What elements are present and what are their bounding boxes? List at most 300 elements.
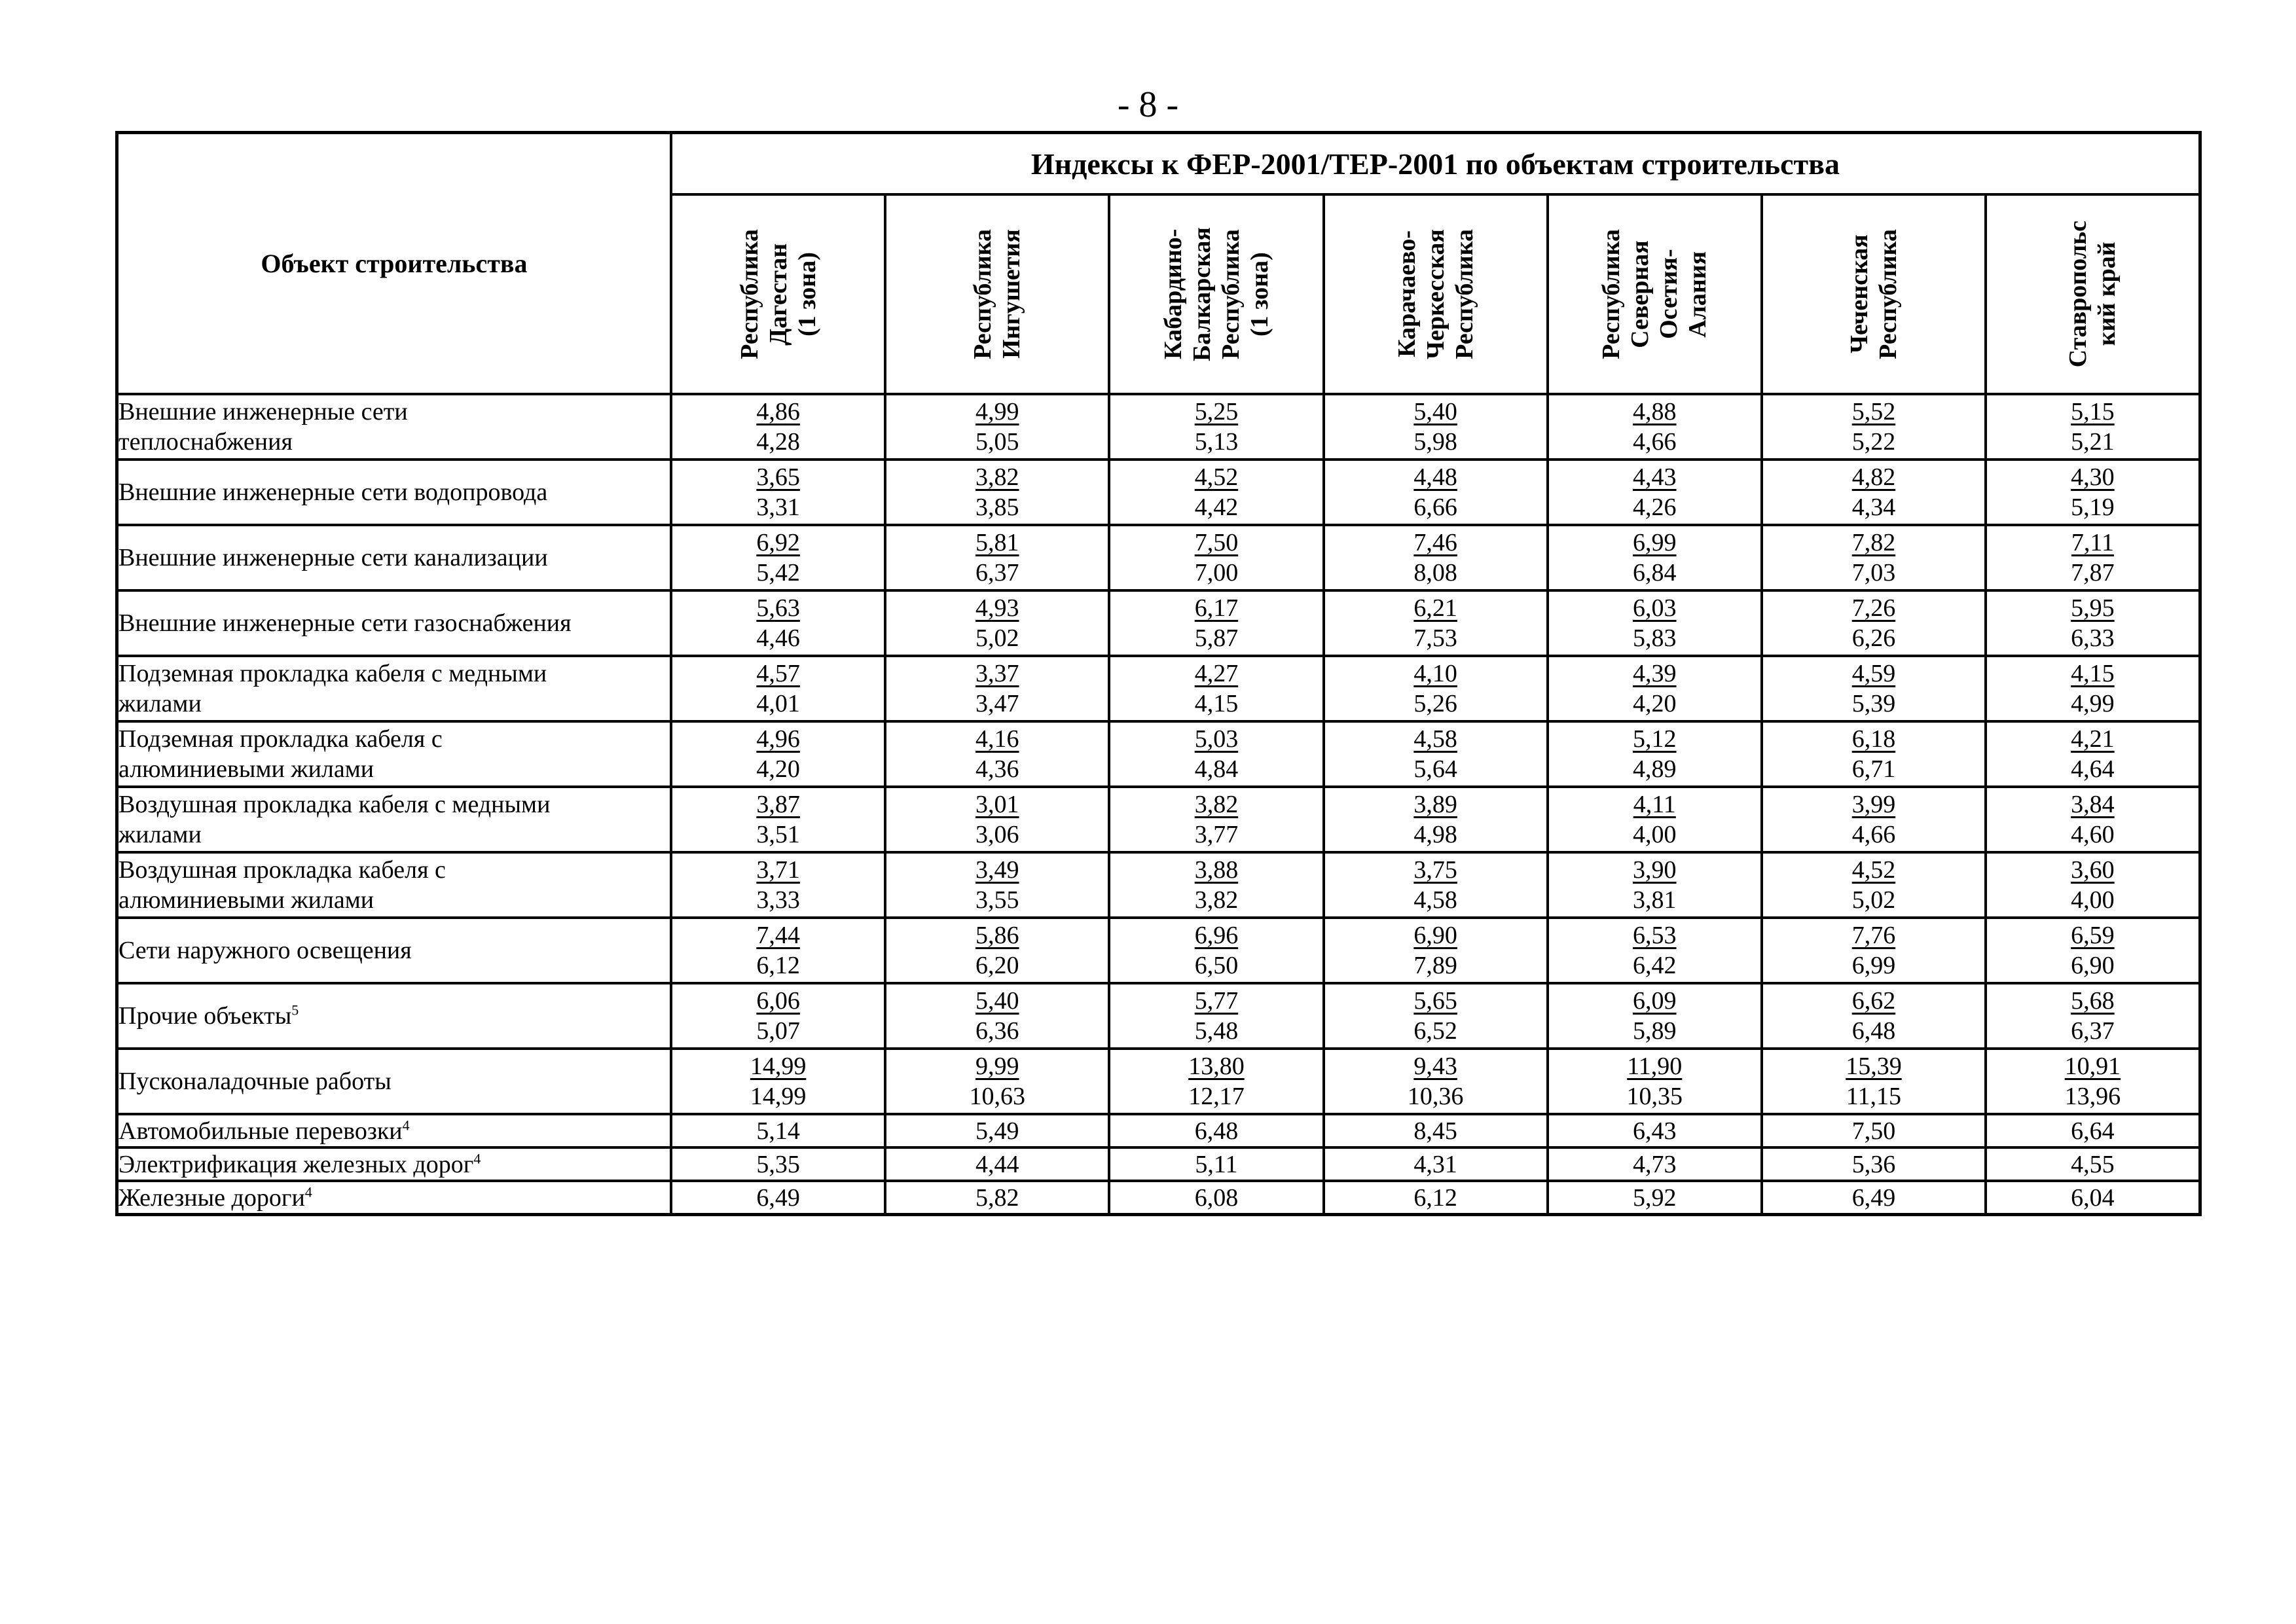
index-value-top: 7,44 — [756, 922, 800, 949]
index-cell: 5,49 — [885, 1114, 1109, 1147]
index-value-top: 6,90 — [1413, 922, 1457, 949]
index-value-top: 7,26 — [1851, 594, 1896, 622]
index-cell: 5,11 — [1109, 1147, 1324, 1181]
index-cell — [1324, 983, 1548, 1049]
footnote-ref: 4 — [473, 1149, 481, 1166]
index-cell: 6,64 — [1986, 1114, 2200, 1147]
index-value-top: 4,11 — [1633, 791, 1676, 818]
index-value-bottom: 6,71 — [1851, 755, 1896, 783]
index-cell — [1548, 656, 1762, 721]
footnote-ref: 4 — [304, 1183, 312, 1200]
index-value-top: 4,10 — [1413, 660, 1457, 687]
object-name — [117, 918, 671, 983]
index-value-top: 6,99 — [1633, 529, 1677, 556]
index-cell — [1324, 1049, 1548, 1114]
index-value-top: 4,48 — [1413, 463, 1457, 491]
index-value-top: 4,21 — [2071, 725, 2115, 753]
region-header-label: Ставропольс кий край — [2064, 221, 2121, 368]
index-value-bottom: 5,05 — [975, 428, 1019, 456]
index-value-bottom: 4,34 — [1851, 494, 1896, 521]
index-value-top: 3,71 — [756, 856, 800, 884]
index-cell — [671, 983, 886, 1049]
index-value-bottom: 4,60 — [2071, 821, 2115, 848]
index-cell — [1762, 460, 1986, 525]
index-value-bottom: 11,15 — [1846, 1083, 1901, 1110]
index-value-top: 5,77 — [1194, 987, 1239, 1015]
index-value-top: 4,52 — [1194, 463, 1239, 491]
index-value-bottom: 5,13 — [1194, 428, 1239, 456]
index-cell — [885, 1049, 1109, 1114]
index-value-bottom: 5,02 — [1851, 886, 1896, 914]
index-cell — [1109, 394, 1324, 460]
index-cell — [1109, 460, 1324, 525]
index-value-top: 3,90 — [1633, 856, 1677, 884]
index-value-bottom: 4,66 — [1633, 428, 1677, 456]
index-value-bottom: 3,82 — [1194, 886, 1239, 914]
index-value-bottom: 3,51 — [756, 821, 800, 848]
index-value-top: 5,40 — [975, 987, 1019, 1015]
index-value-top: 6,21 — [1413, 594, 1457, 622]
index-value-bottom: 5,64 — [1413, 755, 1457, 783]
index-value-bottom: 6,84 — [1633, 559, 1677, 586]
index-value-bottom: 5,87 — [1194, 624, 1239, 652]
object-name-text: Железные дороги — [118, 1183, 305, 1212]
index-cell — [1762, 983, 1986, 1049]
index-value-top: 3,84 — [2071, 791, 2115, 818]
index-value-top: 4,82 — [1851, 463, 1896, 491]
object-name-text: Воздушная прокладка кабеля с алюминиевыми жилами — [118, 856, 446, 914]
index-value-top: 4,57 — [756, 660, 800, 687]
index-value-top: 3,37 — [975, 660, 1019, 687]
index-cell — [1548, 852, 1762, 918]
index-cell — [1109, 983, 1324, 1049]
index-cell — [671, 656, 886, 721]
region-header — [885, 194, 1109, 394]
index-value-bottom: 4,15 — [1194, 690, 1239, 717]
index-cell — [885, 852, 1109, 918]
index-cell — [1324, 590, 1548, 656]
object-name-text: Автомобильные перевозки — [118, 1117, 403, 1145]
index-cell — [1986, 787, 2200, 852]
object-name-text: Подземная прокладка кабеля с медными жилами — [118, 660, 547, 717]
index-cell: 6,48 — [1109, 1114, 1324, 1147]
index-cell: 5,82 — [885, 1181, 1109, 1215]
index-value-bottom: 6,37 — [975, 559, 1019, 586]
index-value-top: 3,01 — [975, 791, 1019, 818]
index-value-bottom: 7,03 — [1851, 559, 1896, 586]
index-value-bottom: 3,47 — [975, 690, 1019, 717]
index-cell: 8,45 — [1324, 1114, 1548, 1147]
index-value-top: 4,99 — [975, 398, 1019, 425]
index-cell — [1762, 656, 1986, 721]
index-value-top: 9,99 — [975, 1053, 1019, 1080]
index-value-top: 7,50 — [1194, 529, 1239, 556]
index-cell: 6,04 — [1986, 1181, 2200, 1215]
index-value-bottom: 13,96 — [2064, 1083, 2121, 1110]
region-header-label: Республика Дагестан (1 зона) — [735, 229, 821, 359]
index-cell — [1109, 1049, 1324, 1114]
index-value-bottom: 5,42 — [756, 559, 800, 586]
index-value-bottom: 6,66 — [1413, 494, 1457, 521]
index-value-top: 3,82 — [1194, 791, 1239, 818]
object-name-text: Внешние инженерные сети канализации — [118, 544, 548, 571]
index-value-bottom: 10,35 — [1626, 1083, 1683, 1110]
object-name-text: Подземная прокладка кабеля с алюминиевыми жилами — [118, 725, 443, 783]
object-name-text: Прочие объекты — [118, 1002, 292, 1030]
index-cell — [1324, 525, 1548, 590]
object-name — [117, 852, 671, 918]
indices-group-header: Индексы к ФЕР-2001/ТЕР-2001 по объектам строительства — [671, 133, 2200, 195]
index-cell — [1986, 460, 2200, 525]
index-value-top: 6,96 — [1194, 922, 1239, 949]
object-name-text: Пусконаладочные работы — [118, 1068, 392, 1095]
table-row — [117, 852, 2200, 918]
index-value-bottom: 5,83 — [1633, 624, 1677, 652]
object-name — [117, 1114, 671, 1147]
index-value-top: 5,86 — [975, 922, 1019, 949]
index-cell — [1109, 787, 1324, 852]
index-value-top: 4,30 — [2071, 463, 2115, 491]
index-cell — [885, 918, 1109, 983]
index-cell — [1986, 394, 2200, 460]
index-value-top: 4,86 — [756, 398, 800, 425]
index-cell — [1986, 983, 2200, 1049]
index-value-bottom: 4,89 — [1633, 755, 1677, 783]
index-cell — [1324, 918, 1548, 983]
table-row — [117, 1114, 2200, 1147]
index-value-bottom: 4,58 — [1413, 886, 1457, 914]
index-cell: 4,73 — [1548, 1147, 1762, 1181]
index-value-top: 7,46 — [1413, 529, 1457, 556]
index-cell — [885, 983, 1109, 1049]
index-value-bottom: 6,12 — [756, 952, 800, 979]
index-cell — [671, 394, 886, 460]
index-value-bottom: 5,98 — [1413, 428, 1457, 456]
index-cell: 4,55 — [1986, 1147, 2200, 1181]
index-value-bottom: 10,36 — [1407, 1083, 1464, 1110]
index-value-top: 6,53 — [1633, 922, 1677, 949]
region-header — [1548, 194, 1762, 394]
index-value-top: 5,25 — [1194, 398, 1239, 425]
index-value-top: 3,99 — [1851, 791, 1896, 818]
index-value-top: 6,59 — [2071, 922, 2115, 949]
index-value-bottom: 14,99 — [750, 1083, 807, 1110]
index-value-bottom: 6,42 — [1633, 952, 1677, 979]
index-cell: 5,35 — [671, 1147, 886, 1181]
index-value-bottom: 6,99 — [1851, 952, 1896, 979]
footnote-ref: 5 — [291, 1001, 299, 1019]
index-cell: 6,49 — [1762, 1181, 1986, 1215]
index-cell — [671, 590, 886, 656]
index-cell: 7,50 — [1762, 1114, 1986, 1147]
index-value-top: 4,58 — [1413, 725, 1457, 753]
index-value-top: 4,52 — [1851, 856, 1896, 884]
index-cell: 4,44 — [885, 1147, 1109, 1181]
index-value-top: 3,49 — [975, 856, 1019, 884]
table-row — [117, 918, 2200, 983]
index-cell — [1986, 590, 2200, 656]
index-value-bottom: 3,77 — [1194, 821, 1239, 848]
index-value-bottom: 5,39 — [1851, 690, 1896, 717]
index-cell — [1548, 394, 1762, 460]
object-name — [117, 656, 671, 721]
index-value-top: 4,39 — [1633, 660, 1677, 687]
index-cell — [1324, 852, 1548, 918]
index-value-bottom: 5,07 — [756, 1017, 800, 1045]
index-cell — [1762, 721, 1986, 787]
index-value-top: 3,60 — [2071, 856, 2115, 884]
table-row — [117, 1147, 2200, 1181]
index-value-bottom: 4,00 — [1633, 821, 1677, 848]
table-row — [117, 787, 2200, 852]
region-header — [1324, 194, 1548, 394]
index-cell — [1762, 1049, 1986, 1114]
index-cell — [671, 1049, 886, 1114]
index-value-bottom: 10,63 — [969, 1083, 1026, 1110]
table-row — [117, 460, 2200, 525]
index-cell — [885, 525, 1109, 590]
index-value-bottom: 5,19 — [2071, 494, 2115, 521]
index-value-bottom: 6,48 — [1851, 1017, 1896, 1045]
index-cell — [1548, 983, 1762, 1049]
object-name — [117, 1049, 671, 1114]
index-cell — [885, 656, 1109, 721]
index-cell — [1109, 721, 1324, 787]
index-value-bottom: 5,89 — [1633, 1017, 1677, 1045]
index-value-top: 6,92 — [756, 529, 800, 556]
index-cell: 5,14 — [671, 1114, 886, 1147]
index-value-top: 5,03 — [1194, 725, 1239, 753]
index-value-top: 6,03 — [1633, 594, 1677, 622]
region-header-label: Кабардино- Балкарская Республика (1 зона) — [1159, 227, 1273, 361]
index-cell — [1109, 590, 1324, 656]
index-value-top: 4,59 — [1851, 660, 1896, 687]
index-value-bottom: 4,42 — [1194, 494, 1239, 521]
index-cell — [1109, 918, 1324, 983]
index-value-top: 5,65 — [1413, 987, 1457, 1015]
object-name-text: Сети наружного освещения — [118, 937, 412, 964]
index-value-bottom: 4,66 — [1851, 821, 1896, 848]
index-cell: 6,12 — [1324, 1181, 1548, 1215]
index-value-top: 10,91 — [2064, 1053, 2121, 1080]
table-row — [117, 590, 2200, 656]
index-value-top: 14,99 — [750, 1053, 807, 1080]
page-number: - 8 - — [1117, 84, 1179, 125]
index-cell — [1762, 590, 1986, 656]
index-value-bottom: 4,98 — [1413, 821, 1457, 848]
index-value-bottom: 6,36 — [975, 1017, 1019, 1045]
index-cell — [1986, 1049, 2200, 1114]
index-cell — [671, 852, 886, 918]
index-cell — [671, 721, 886, 787]
index-value-bottom: 7,89 — [1413, 952, 1457, 979]
object-name — [117, 1147, 671, 1181]
index-value-bottom: 4,01 — [756, 690, 800, 717]
index-value-bottom: 4,00 — [2071, 886, 2115, 914]
index-cell — [885, 460, 1109, 525]
index-value-top: 7,76 — [1851, 922, 1896, 949]
index-value-top: 7,82 — [1851, 529, 1896, 556]
table-row — [117, 656, 2200, 721]
index-value-top: 6,18 — [1851, 725, 1896, 753]
index-value-bottom: 12,17 — [1188, 1083, 1245, 1110]
object-name — [117, 721, 671, 787]
index-cell — [1986, 656, 2200, 721]
index-cell — [885, 590, 1109, 656]
index-value-bottom: 6,26 — [1851, 624, 1896, 652]
object-name — [117, 983, 671, 1049]
object-name-text: Внешние инженерные сети водопровода — [118, 478, 548, 506]
index-cell: 4,31 — [1324, 1147, 1548, 1181]
index-cell — [885, 787, 1109, 852]
index-value-bottom: 6,90 — [2071, 952, 2115, 979]
region-header — [1986, 194, 2200, 394]
object-name — [117, 525, 671, 590]
index-cell — [885, 394, 1109, 460]
index-value-top: 4,15 — [2071, 660, 2115, 687]
index-value-top: 4,96 — [756, 725, 800, 753]
index-value-top: 5,15 — [2071, 398, 2115, 425]
index-value-bottom: 3,06 — [975, 821, 1019, 848]
index-value-top: 4,93 — [975, 594, 1019, 622]
index-value-bottom: 5,26 — [1413, 690, 1457, 717]
index-value-top: 5,95 — [2071, 594, 2115, 622]
index-cell — [1548, 460, 1762, 525]
table-row — [117, 394, 2200, 460]
object-name — [117, 590, 671, 656]
index-cell: 6,49 — [671, 1181, 886, 1215]
index-cell — [1548, 525, 1762, 590]
index-cell — [1986, 918, 2200, 983]
index-cell — [671, 525, 886, 590]
index-value-bottom: 4,46 — [756, 624, 800, 652]
index-value-top: 5,12 — [1633, 725, 1677, 753]
table-row — [117, 1181, 2200, 1215]
index-cell — [1324, 460, 1548, 525]
object-name — [117, 1181, 671, 1215]
index-value-bottom: 7,00 — [1194, 559, 1239, 586]
index-value-bottom: 7,87 — [2071, 559, 2115, 586]
index-cell — [671, 918, 886, 983]
index-value-bottom: 3,55 — [975, 886, 1019, 914]
index-value-bottom: 3,85 — [975, 494, 1019, 521]
index-value-top: 4,27 — [1194, 660, 1239, 687]
footnote-ref: 4 — [402, 1116, 410, 1133]
index-value-bottom: 4,36 — [975, 755, 1019, 783]
index-cell — [1762, 918, 1986, 983]
index-cell — [1324, 656, 1548, 721]
index-cell — [1762, 394, 1986, 460]
index-value-top: 5,68 — [2071, 987, 2115, 1015]
index-value-bottom: 4,28 — [756, 428, 800, 456]
index-value-bottom: 4,64 — [2071, 755, 2115, 783]
index-cell — [1986, 852, 2200, 918]
index-cell — [671, 787, 886, 852]
region-header-label: Карачаево- Черкесская Республика — [1393, 229, 1478, 359]
index-value-top: 6,62 — [1851, 987, 1896, 1015]
region-header — [1109, 194, 1324, 394]
index-value-top: 3,65 — [756, 463, 800, 491]
index-value-top: 9,43 — [1413, 1053, 1457, 1080]
region-header-label: Республика Северная Осетия- Алания — [1597, 229, 1712, 359]
index-cell — [1548, 1049, 1762, 1114]
index-value-top: 3,87 — [756, 791, 800, 818]
index-value-bottom: 6,37 — [2071, 1017, 2115, 1045]
index-value-bottom: 5,22 — [1851, 428, 1896, 456]
index-value-top: 13,80 — [1188, 1053, 1245, 1080]
index-value-bottom: 7,53 — [1413, 624, 1457, 652]
index-value-top: 11,90 — [1627, 1053, 1683, 1080]
object-column-header: Объект строительства — [117, 133, 671, 395]
index-cell: 6,08 — [1109, 1181, 1324, 1215]
index-value-bottom: 4,20 — [756, 755, 800, 783]
object-name-text: Внешние инженерные сети газоснабжения — [118, 609, 572, 637]
index-value-top: 7,11 — [2071, 529, 2114, 556]
object-name-text: Внешние инженерные сети теплоснабжения — [118, 398, 408, 456]
index-cell — [1762, 787, 1986, 852]
index-cell — [885, 721, 1109, 787]
index-cell — [1324, 787, 1548, 852]
index-cell — [1548, 787, 1762, 852]
table-row — [117, 1049, 2200, 1114]
index-value-top: 5,52 — [1851, 398, 1896, 425]
index-value-bottom: 5,21 — [2071, 428, 2115, 456]
index-value-top: 3,75 — [1413, 856, 1457, 884]
table-row — [117, 983, 2200, 1049]
index-value-bottom: 6,20 — [975, 952, 1019, 979]
index-value-bottom: 3,33 — [756, 886, 800, 914]
index-value-top: 5,63 — [756, 594, 800, 622]
index-value-bottom: 4,26 — [1633, 494, 1677, 521]
index-table — [115, 131, 2202, 1216]
index-value-bottom: 8,08 — [1413, 559, 1457, 586]
index-value-top: 5,81 — [975, 529, 1019, 556]
index-cell — [1109, 525, 1324, 590]
index-cell — [1762, 852, 1986, 918]
index-value-bottom: 4,99 — [2071, 690, 2115, 717]
index-value-top: 4,43 — [1633, 463, 1677, 491]
index-value-bottom: 4,84 — [1194, 755, 1239, 783]
index-cell: 5,36 — [1762, 1147, 1986, 1181]
index-cell — [1762, 525, 1986, 590]
index-value-bottom: 6,50 — [1194, 952, 1239, 979]
index-value-bottom: 3,31 — [756, 494, 800, 521]
index-value-top: 6,17 — [1194, 594, 1239, 622]
index-value-bottom: 6,33 — [2071, 624, 2115, 652]
index-value-top: 3,89 — [1413, 791, 1457, 818]
index-cell — [1324, 394, 1548, 460]
index-cell — [1109, 656, 1324, 721]
index-value-top: 4,16 — [975, 725, 1019, 753]
object-name — [117, 394, 671, 460]
index-value-top: 6,06 — [756, 987, 800, 1015]
object-name-text: Воздушная прокладка кабеля с медными жилами — [118, 791, 551, 848]
region-header-label: Республика Ингушетия — [969, 229, 1026, 359]
index-value-top: 6,09 — [1633, 987, 1677, 1015]
region-header — [1762, 194, 1986, 394]
index-cell — [1548, 918, 1762, 983]
index-value-bottom: 5,48 — [1194, 1017, 1239, 1045]
index-value-bottom: 6,52 — [1413, 1017, 1457, 1045]
index-cell — [1324, 721, 1548, 787]
index-cell — [1109, 852, 1324, 918]
index-cell — [1548, 590, 1762, 656]
index-value-top: 3,82 — [975, 463, 1019, 491]
index-cell — [1548, 721, 1762, 787]
index-value-bottom: 3,81 — [1633, 886, 1677, 914]
object-name-text: Электрификация железных дорог — [118, 1150, 474, 1178]
index-cell — [1986, 721, 2200, 787]
